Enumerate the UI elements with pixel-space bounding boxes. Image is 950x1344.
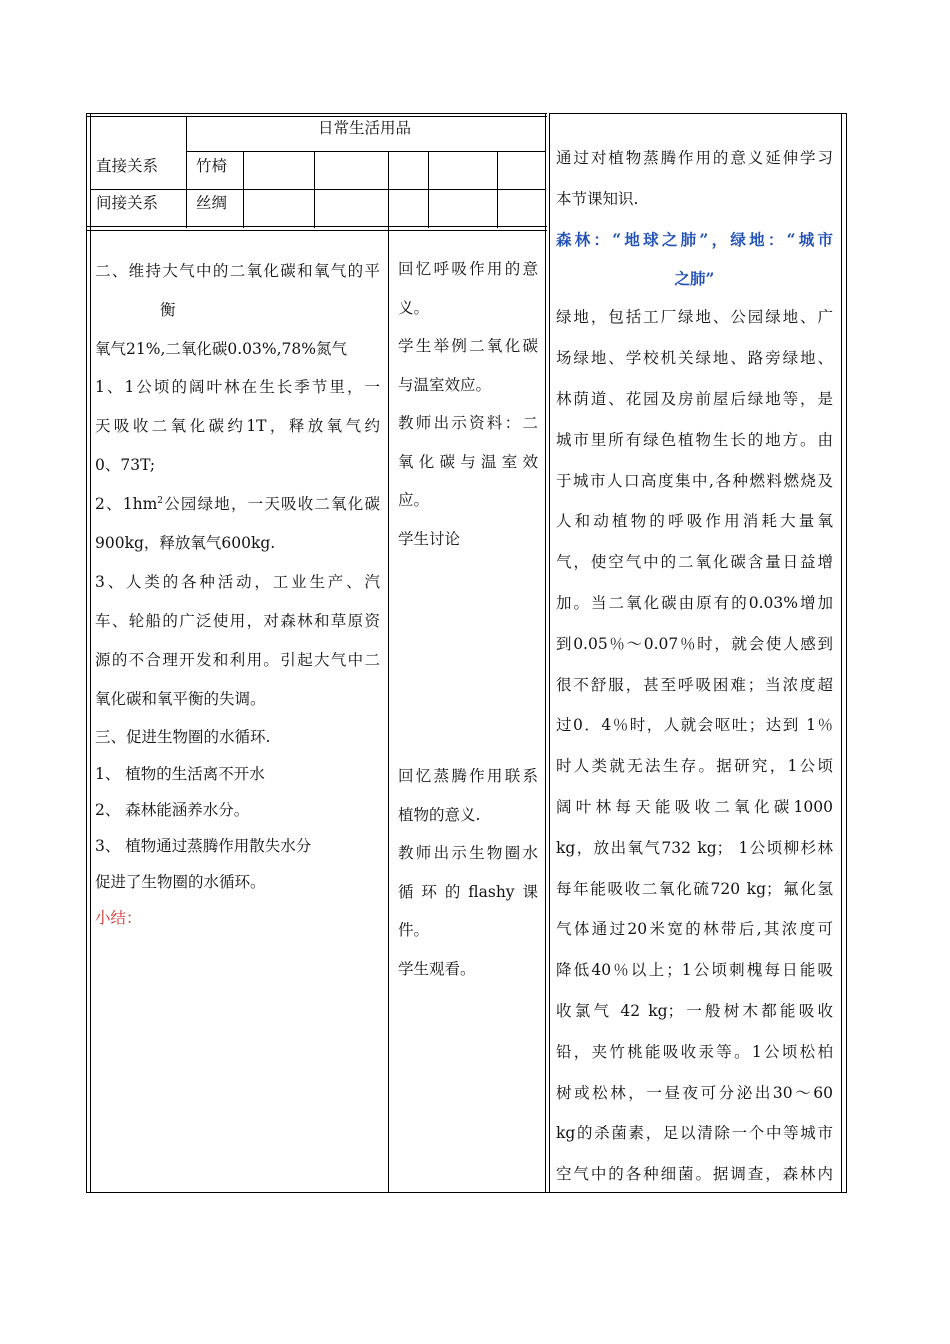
gas-ratio: 氧气21%,二氧化碳0.03%,78%氮气 [95,340,347,358]
article-line: 每年能吸收二氧化硫720 kg；氟化氢 [556,879,833,898]
article-line: kg，放出氧气732 kg； 1公顷柳杉林 [556,838,833,857]
mid-b1: 回忆蒸腾作用联系 [398,767,538,785]
article-line: 阔叶林每天能吸收二氧化碳1000 [556,797,833,816]
item2-line1 [95,485,380,524]
water-item-4: 促进了生物圈的水循环。 [95,872,266,891]
item2-line2: 900kg，释放氧气600kg. [95,533,276,552]
mid-b5: 件。 [398,921,430,939]
middle-column-bottom [398,757,538,988]
mid-a7: 应。 [398,491,430,509]
intro-line2: 本节课知识. [556,189,639,208]
article-line: 气，使空气中的二氧化碳含量日益增 [556,553,833,572]
mid-a3: 学生举例二氧化碳 [398,337,538,355]
article-line: 城市里所有绿色植物生长的地方。由 [556,430,833,449]
article-line: 铅，夹竹桃能吸收汞等。1公顷松柏 [556,1042,833,1061]
mid-b6: 学生观看。 [398,959,476,978]
row-item-bamboo-chair: 竹椅 [196,157,228,175]
article-line: 很不舒服，甚至呼吸困难；当浓度超 [556,675,833,694]
item3-line3: 源的不合理开发和利用。引起大气中二 [95,650,380,669]
item1-line1: 1、1公顷的阔叶林在生长季节里，一 [95,377,380,396]
mid-b4: 循环的flashy课 [398,882,538,901]
mid-a1: 回忆呼吸作用的意 [398,260,538,278]
mid-a8: 学生讨论 [398,529,461,548]
item1-line2: 天吸收二氧化碳约1T，释放氧气约 [95,416,380,435]
section-heading-3: 三、促进生物圈的水循环. [95,727,271,746]
forest-title-line1: 森林：“地球之肺”，绿地：“城市 [556,229,833,249]
article-line: 人和动植物的呼吸作用消耗大量氧 [556,512,833,531]
table-header-daily-goods: 日常生活用品 [318,119,412,137]
mid-a5: 教师出示资料：二 [398,414,538,432]
article-line: 场绿地、学校机关绿地、路旁绿地、 [556,349,833,368]
article-line: 树或松林，一昼夜可分泌出30～60 [556,1083,833,1102]
section-heading-2: 二、维持大气中的二氧化碳和氧气的平 [95,262,380,280]
mid-b2: 植物的意义. [398,805,481,824]
article-line: 空气中的各种细菌。据调查，森林内 [556,1165,833,1184]
row-label-indirect: 间接关系 [96,194,159,212]
water-item-3: 3、 植物通过蒸腾作用散失水分 [95,836,312,855]
item1-line3: 0、73T; [95,455,156,474]
forest-title-line2: 之肺” [674,269,715,289]
article-line: 绿地，包括工厂绿地、公园绿地、广 [556,308,833,327]
article-line: 加。当二氧化碳由原有的0.03%增加 [556,593,833,612]
item3-line4: 氧化碳和氧平衡的失调。 [95,689,266,708]
article-line: 到0.05％～0.07％时，就会使人感到 [556,634,833,653]
middle-column-top [398,250,538,558]
mid-a2: 义。 [398,298,430,317]
row-label-direct: 直接关系 [96,157,159,175]
section-heading-2-cont: 衡 [160,300,176,319]
article-line: 林荫道、花园及房前屋后绿地等，是 [556,389,833,408]
item3-line2: 车、轮船的广泛使用，对森林和草原资 [95,611,380,630]
article-line: 时人类就无法生存。据研究，1公顷 [556,757,833,776]
left-column [95,252,380,329]
article-line: 过0．4％时，人就会呕吐；达到 1％ [556,716,833,735]
row-item-silk: 丝绸 [196,194,228,212]
item2-superscript: 2 [157,495,164,506]
mid-a4: 与温室效应。 [398,375,492,394]
article-line: 降低40％以上；1公顷刺槐每日能吸 [556,961,833,980]
summary-label: 小结： [95,908,142,927]
item3-line1: 3、人类的各种活动，工业生产、汽 [95,572,380,591]
item2-prefix: 2、1hm [95,494,158,513]
mid-a6: 氧化碳与温室效 [398,452,538,471]
mid-b3: 教师出示生物圈水 [398,844,538,862]
right-column [556,138,833,1195]
water-item-1: 1、 植物的生活离不开水 [95,764,265,783]
article-line: 于城市人口高度集中,各种燃料燃烧及 [556,471,833,490]
water-item-2: 2、 森林能涵养水分。 [95,800,250,819]
left-column-body [95,331,380,936]
item2-rest: 公园绿地，一天吸收二氧化碳 [163,494,380,513]
article-line: kg的杀菌素，足以清除一个中等城市 [556,1124,833,1143]
intro-line1: 通过对植物蒸腾作用的意义延伸学习 [556,149,833,167]
forest-article [556,297,833,1195]
article-line: 气体通过20米宽的林带后,其浓度可 [556,920,833,939]
article-line: 收氯气 42 kg；一般树木都能吸收 [556,1001,833,1020]
